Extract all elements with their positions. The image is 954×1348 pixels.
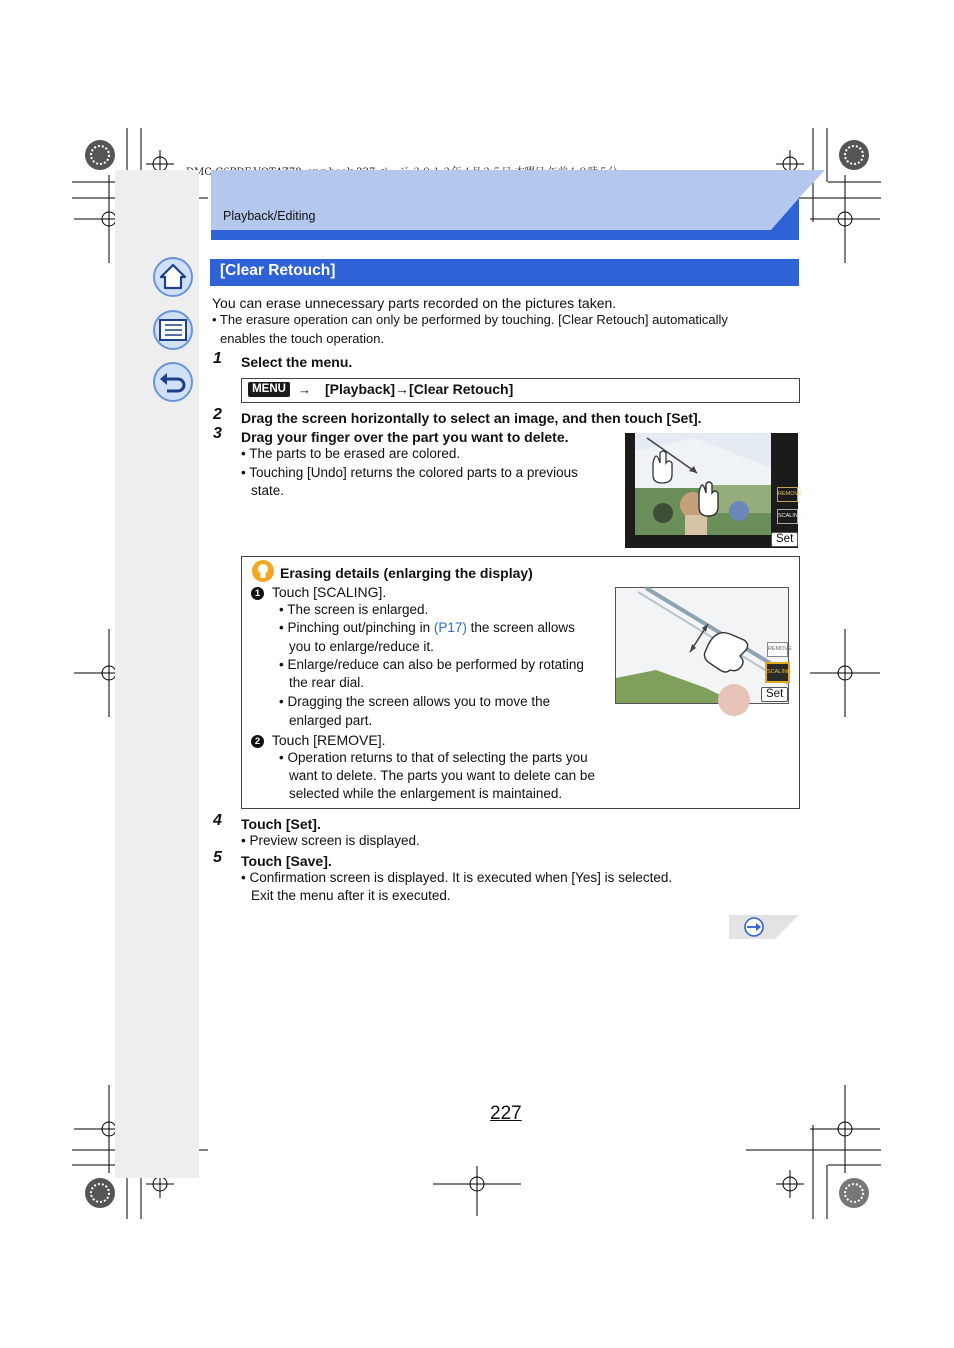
screen-illustration-2 <box>615 587 792 704</box>
intro-note-line2: enables the touch operation. <box>220 331 385 346</box>
step-4-number: 4 <box>213 812 222 829</box>
step-1-number: 1 <box>213 350 222 367</box>
step-3-bullet-2: • Touching [Undo] returns the colored parts to a previous <box>241 465 578 480</box>
menu-path-box <box>241 378 800 403</box>
step-5-bullet-1-cont: Exit the menu after it is executed. <box>251 888 451 903</box>
step-5-text: Touch [Save]. <box>241 853 332 869</box>
tip-item-2-text: Touch [REMOVE]. <box>271 732 386 748</box>
set-button: Set <box>771 532 798 547</box>
tip-item-1 <box>251 583 386 601</box>
menu-button-chip: MENU <box>248 382 290 397</box>
step-3-text: Drag your finger over the part you want to delete. <box>241 429 569 445</box>
intro-note-line1: • The erasure operation can only be performed by touching. [Clear Retouch] automatically <box>212 312 728 327</box>
menu-path-text: [Playback]→[Clear Retouch] <box>325 381 514 397</box>
page-number: 227 <box>490 1103 522 1124</box>
step-1-text: Select the menu. <box>241 354 353 370</box>
tip-item-2-bullet-1: • Operation returns to that of selecting the parts you <box>279 750 588 765</box>
tip-item-2-bullet-1-cont-1: want to delete. The parts you want to delete can be <box>289 768 595 783</box>
scaling-button: SCALING <box>777 509 798 524</box>
step-3-number: 3 <box>213 425 222 442</box>
tip-item-1-bullet-1: • The screen is enlarged. <box>279 602 429 617</box>
remove-button: REMOVE <box>777 487 798 502</box>
step-4-text: Touch [Set]. <box>241 816 321 832</box>
tip-item-1-text: Touch [SCALING]. <box>271 584 387 600</box>
page-link-p17[interactable]: (P17) <box>433 620 467 635</box>
step-3-bullet-1: • The parts to be erased are colored. <box>241 446 461 461</box>
intro-text: You can erase unnecessary parts recorded on the pictures taken. <box>212 295 617 311</box>
tip-item-1-bullet-4: • Dragging the screen allows you to move the <box>279 694 551 709</box>
enlarged-photo-scene <box>616 588 788 703</box>
menu-arrow: → <box>298 382 311 397</box>
step-5-bullet-1: • Confirmation screen is displayed. It is executed when [Yes] is selected. <box>241 870 673 885</box>
circled-number-2: 2 <box>251 735 264 748</box>
home-icon[interactable] <box>152 256 194 298</box>
step-4-bullet-1: • Preview screen is displayed. <box>241 833 420 848</box>
tip-title: Erasing details (enlarging the display) <box>280 565 533 581</box>
tip-item-1-bullet-2-cont: you to enlarge/reduce it. <box>289 639 434 654</box>
tip-item-2 <box>251 731 385 749</box>
step-2-number: 2 <box>213 406 222 423</box>
screen-illustration-1 <box>625 433 803 548</box>
back-arrow-icon[interactable] <box>152 361 194 403</box>
tip-item-1-bullet-3-cont: the rear dial. <box>289 675 365 690</box>
section-title-bar <box>210 259 799 286</box>
scaling-button-2: SCALING <box>765 662 790 683</box>
contents-list-icon[interactable] <box>152 309 194 351</box>
page-title: [Clear Retouch] <box>220 262 336 279</box>
next-page-arrow-icon[interactable] <box>729 915 799 941</box>
tip-item-1-bullet-3: • Enlarge/reduce can also be performed by rotating <box>279 657 584 672</box>
header-band <box>211 170 799 240</box>
remove-button-2: REMOVE <box>767 642 788 657</box>
tip-item-1-bullet-2-pre: • Pinching out/pinching in <box>279 620 434 635</box>
tip-item-2-bullet-1-cont-2: selected while the enlargement is maintained. <box>289 786 563 801</box>
step-3-bullet-2-cont: state. <box>251 483 285 498</box>
step-5-number: 5 <box>213 849 222 866</box>
step-2-text: Drag the screen horizontally to select an image, and then touch [Set]. <box>241 410 702 426</box>
set-button-2: Set <box>761 687 788 702</box>
lightbulb-icon <box>251 559 275 583</box>
circled-number-1: 1 <box>251 587 264 600</box>
section-label: Playback/Editing <box>223 209 316 223</box>
tip-item-1-bullet-2-post: the screen allows <box>466 620 575 635</box>
tip-item-1-bullet-4-cont: enlarged part. <box>289 713 373 728</box>
photo-scene <box>635 433 783 535</box>
tip-box <box>241 556 800 809</box>
tip-item-1-bullet-2 <box>279 619 575 638</box>
